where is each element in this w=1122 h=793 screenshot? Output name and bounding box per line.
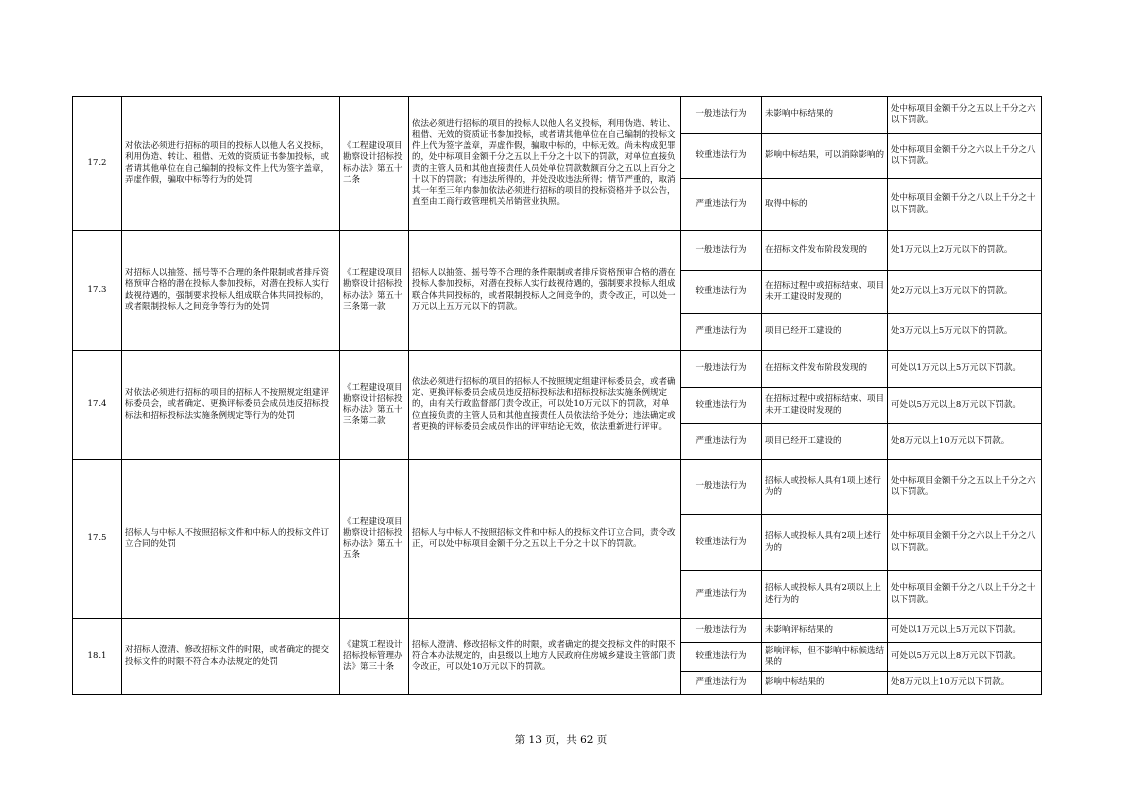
legal-basis: 《工程建设项目勘察设计招标投标办法》第五十五条 xyxy=(340,460,409,619)
penalty-range: 处3万元以上5万元以下的罚款。 xyxy=(888,314,1042,351)
violation-condition: 招标人或投标人具有1项上述行为的 xyxy=(762,460,888,515)
violation-level: 严重违法行为 xyxy=(681,314,762,351)
legal-provision: 招标人澄清、修改招标文件的时限，或者确定的提交投标文件的时限不符合本办法规定的，由县级以上地方人民政府住房城乡建设主管部门责令改正，可以处10万元以下的罚款。 xyxy=(409,619,681,695)
violation-level: 较重违法行为 xyxy=(681,134,762,179)
violation-level: 严重违法行为 xyxy=(681,571,762,619)
item-number: 18.1 xyxy=(73,619,122,695)
violation-description: 对招标人以抽签、摇号等不合理的条件限制或者排斥资格预审合格的潜在投标人参加投标，对潜在投标人实行歧视待遇的，强制要求投标人组成联合体共同投标的，或者限制投标人之间竞争等行为的处罚 xyxy=(122,231,340,351)
penalty-range: 处8万元以上10万元以下罚款。 xyxy=(888,672,1042,695)
table-row xyxy=(73,619,1042,643)
violation-condition: 取得中标的 xyxy=(762,179,888,231)
violation-level: 一般违法行为 xyxy=(681,351,762,388)
table-row xyxy=(73,231,1042,271)
page-footer: 第 13 页，共 62 页 xyxy=(514,734,608,746)
legal-provision: 依法必须进行招标的项目的投标人以他人名义投标，利用伪造、转让、租借、无效的资质证书参加投标，或者请其他单位在自己编制的投标文件上代为签字盖章，弄虚作假，骗取中标的，中标无效。尚未构成犯罪的，处中标项目金额千分之五以上千分之十以下的罚款，对单位直接负责的主管人员和其他直接责任人员处单位罚款数额百分之五以上百分之十以下的罚款；有违法所得的，并处没收违法所得；情节严重的，取消其一年至三年内参加依法必须进行招标的项目的投标资格并予以公告，直至由工商行政管理机关吊销营业执照。 xyxy=(409,97,681,231)
item-number: 17.5 xyxy=(73,460,122,619)
violation-description: 招标人与中标人不按照招标文件和中标人的投标文件订立合同的处罚 xyxy=(122,460,340,619)
violation-description: 对依法必须进行招标的项目的投标人以他人名义投标，利用伪造、转让、租借、无效的资质证书参加投标，或者请其他单位在自己编制的投标文件上代为签字盖章，弄虚作假，骗取中标等行为的处罚 xyxy=(122,97,340,231)
legal-basis: 《工程建设项目勘察设计招标投标办法》第五十三条第二款 xyxy=(340,351,409,460)
penalty-range: 可处以1万元以上5万元以下罚款。 xyxy=(888,619,1042,643)
penalty-range: 可处以5万元以上8万元以下罚款。 xyxy=(888,388,1042,424)
violation-level: 较重违法行为 xyxy=(681,388,762,424)
item-number: 17.2 xyxy=(73,97,122,231)
penalty-range: 处中标项目金额千分之五以上千分之六以下罚款。 xyxy=(888,97,1042,134)
penalty-range: 处中标项目金额千分之五以上千分之六以下罚款。 xyxy=(888,460,1042,515)
violation-condition: 招标人或投标人具有2项上述行为的 xyxy=(762,515,888,571)
penalty-range: 可处以1万元以上5万元以下罚款。 xyxy=(888,351,1042,388)
violation-condition: 未影响评标结果的 xyxy=(762,619,888,643)
violation-condition: 影响中标结果的 xyxy=(762,672,888,695)
legal-provision: 依法必须进行招标的项目的招标人不按照规定组建评标委员会，或者确定、更换评标委员会成员违反招标投标法和招标投标法实施条例规定的，由有关行政监督部门责令改正，可以处10万元以下的罚款，对单位直接负责的主管人员和其他直接责任人员依法给予处分；违法确定或者更换的评标委员会成员作出的评审结论无效，依法重新进行评审。 xyxy=(409,351,681,460)
penalty-table xyxy=(72,96,1042,695)
violation-description: 对依法必须进行招标的项目的招标人不按照规定组建评标委员会，或者确定、更换评标委员会成员违反招标投标法和招标投标法实施条例规定等行为的处罚 xyxy=(122,351,340,460)
table-row xyxy=(73,460,1042,515)
violation-description: 对招标人澄清、修改招标文件的时限，或者确定的提交投标文件的时限不符合本办法规定的处罚 xyxy=(122,619,340,695)
legal-provision: 招标人与中标人不按照招标文件和中标人的投标文件订立合同，责令改正，可以处中标项目金额千分之五以上千分之十以下的罚款。 xyxy=(409,460,681,619)
violation-condition: 影响评标，但不影响中标候选结果的 xyxy=(762,643,888,672)
violation-level: 严重违法行为 xyxy=(681,179,762,231)
table-row xyxy=(73,351,1042,388)
violation-level: 严重违法行为 xyxy=(681,424,762,460)
violation-condition: 在招标文件发布阶段发现的 xyxy=(762,231,888,271)
violation-level: 一般违法行为 xyxy=(681,231,762,271)
violation-condition: 项目已经开工建设的 xyxy=(762,424,888,460)
violation-condition: 在招标过程中或招标结束、项目未开工建设时发现的 xyxy=(762,271,888,314)
table-row xyxy=(73,97,1042,134)
violation-level: 较重违法行为 xyxy=(681,643,762,672)
penalty-range: 处1万元以上2万元以下的罚款。 xyxy=(888,231,1042,271)
violation-level: 一般违法行为 xyxy=(681,619,762,643)
legal-provision: 招标人以抽签、摇号等不合理的条件限制或者排斥资格预审合格的潜在投标人参加投标，对潜在投标人实行歧视待遇的，强制要求投标人组成联合体共同投标的，或者限制投标人之间竞争的，责令改正，可以处一万元以上五万元以下的罚款。 xyxy=(409,231,681,351)
violation-condition: 招标人或投标人具有2项以上上述行为的 xyxy=(762,571,888,619)
penalty-range: 处中标项目金额千分之八以上千分之十以下罚款。 xyxy=(888,179,1042,231)
penalty-range: 处2万元以上3万元以下的罚款。 xyxy=(888,271,1042,314)
penalty-range: 处8万元以上10万元以下罚款。 xyxy=(888,424,1042,460)
violation-condition: 在招标过程中或招标结束、项目未开工建设时发现的 xyxy=(762,388,888,424)
violation-condition: 项目已经开工建设的 xyxy=(762,314,888,351)
item-number: 17.4 xyxy=(73,351,122,460)
penalty-range: 可处以5万元以上8万元以下罚款。 xyxy=(888,643,1042,672)
legal-basis: 《工程建设项目勘察设计招标投标办法》第五十三条第一款 xyxy=(340,231,409,351)
legal-basis: 《建筑工程设计招标投标管理办法》第三十条 xyxy=(340,619,409,695)
violation-level: 一般违法行为 xyxy=(681,460,762,515)
penalty-range: 处中标项目金额千分之六以上千分之八以下罚款。 xyxy=(888,515,1042,571)
penalty-range: 处中标项目金额千分之八以上千分之十以下罚款。 xyxy=(888,571,1042,619)
violation-level: 一般违法行为 xyxy=(681,97,762,134)
legal-basis: 《工程建设项目勘察设计招标投标办法》第五十二条 xyxy=(340,97,409,231)
violation-level: 较重违法行为 xyxy=(681,271,762,314)
violation-condition: 在招标文件发布阶段发现的 xyxy=(762,351,888,388)
violation-level: 严重违法行为 xyxy=(681,672,762,695)
violation-level: 较重违法行为 xyxy=(681,515,762,571)
item-number: 17.3 xyxy=(73,231,122,351)
violation-condition: 影响中标结果，可以消除影响的 xyxy=(762,134,888,179)
violation-condition: 未影响中标结果的 xyxy=(762,97,888,134)
penalty-range: 处中标项目金额千分之六以上千分之八以下罚款。 xyxy=(888,134,1042,179)
